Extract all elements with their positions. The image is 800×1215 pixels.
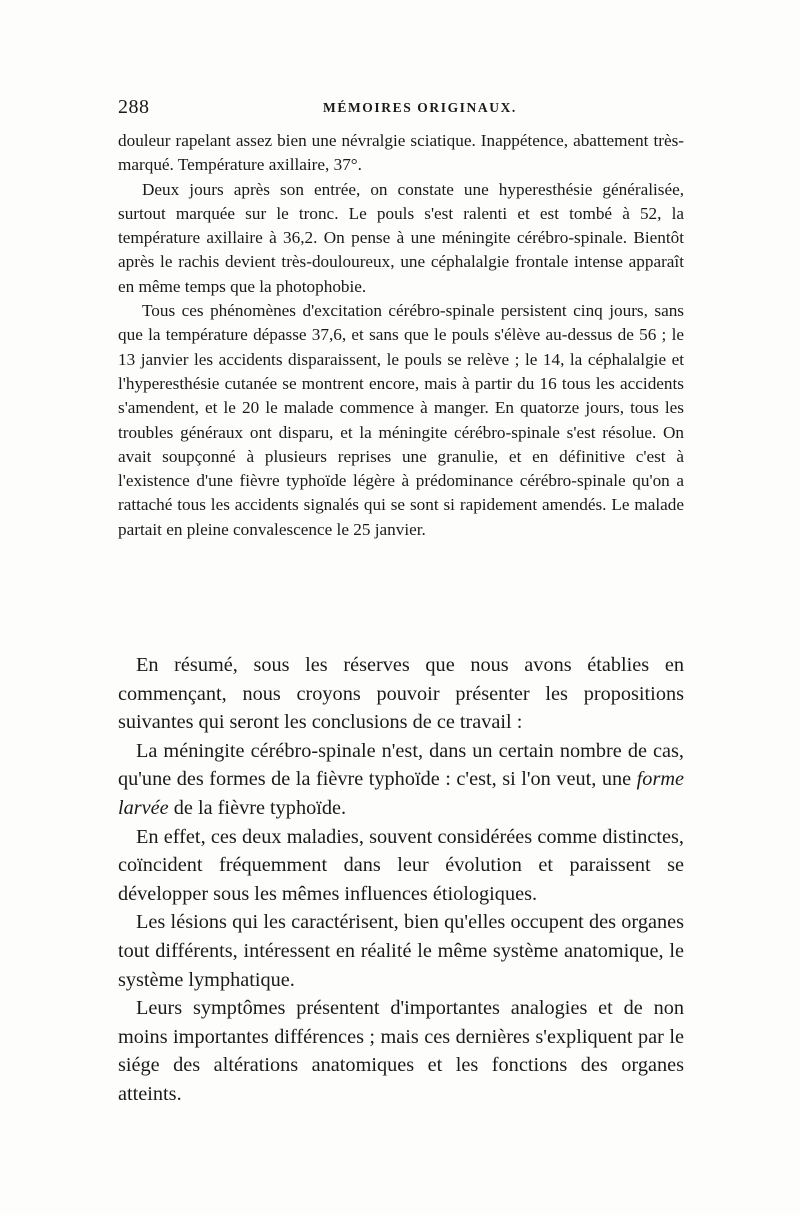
conclusion-2-italic: forme larvée [118,768,684,819]
conclusion-paragraph-1: En résumé, sous les réserves que nous avons établies en commençant, nous croyons pouvoir présenter les propositions suivantes qui seront les conclusions de ce travail : [118,654,684,734]
conclusion-paragraph-4: Les lésions qui les caractérisent, bien qu'elles occupent des organes tout différents, intéressent en réalité le même système anatomique, le système lymphatique. [118,911,684,991]
conclusion-2-text-b: de la fièvre typhoïde. [168,796,347,819]
conclusions-text [118,651,684,1109]
conclusion-paragraph-3: En effet, ces deux maladies, souvent considérées comme distinctes, coïncident fréquemment dans leur évolution et paraissent se développer sous les mêmes influences étiologiques. [118,825,684,905]
conclusion-paragraph-2 [118,737,684,823]
case-paragraph-2: Deux jours après son entrée, on constate une hyperesthésie généralisée, surtout marquée sur le tronc. Le pouls s'est ralenti et est tombé à 52, la température axillaire à 36,2. On pense à une méningite cérébro-spinale. Bientôt après le rachis devient très-douloureux, une céphalalgie frontale intense apparaît en même temps que la photophobie. [118,179,684,296]
case-report-text [118,129,684,542]
page-header [118,96,684,122]
conclusion-paragraph-5: Leurs symptômes présentent d'importantes analogies et de non moins importantes différences ; mais ces dernières s'expliquent par le siége des altérations anatomiques et les fonctions des organes atteints. [118,997,684,1105]
page-number: 288 [118,96,150,118]
case-paragraph-3: Tous ces phénomènes d'excitation cérébro-spinale persistent cinq jours, sans que la température dépasse 37,6, et sans que le pouls s'élève au-dessus de 56 ; le 13 janvier les accidents disparaissent, le pouls se relève ; le 14, la céphalalgie et l'hyperesthésie cutanée se montrent encore, mais à partir du 16 tous les accidents s'amendent, et le 20 le malade commence à manger. En quatorze jours, tous les troubles généraux ont disparu, et la méningite cérébro-spinale s'est résolue. On avait soupçonné à plusieurs reprises une granulie, et en définitive c'est à l'existence d'une fièvre typhoïde légère à prédominance cérébro-spinale qu'on a rattaché tous les accidents signalés qui se sont si rapidement amendés. Le malade partait en pleine convalescence le 25 janvier. [118,301,684,539]
case-paragraph-1: douleur rapelant assez bien une névralgie sciatique. Inappétence, abattement très-marqué. Température axillaire, 37°. [118,131,684,175]
running-title: MÉMOIRES ORIGINAUX. [323,100,517,115]
conclusion-2-text-a: La méningite cérébro-spinale n'est, dans un certain nombre de cas, qu'une des formes de la fièvre typhoïde : c'est, si l'on veut, une [118,739,684,791]
